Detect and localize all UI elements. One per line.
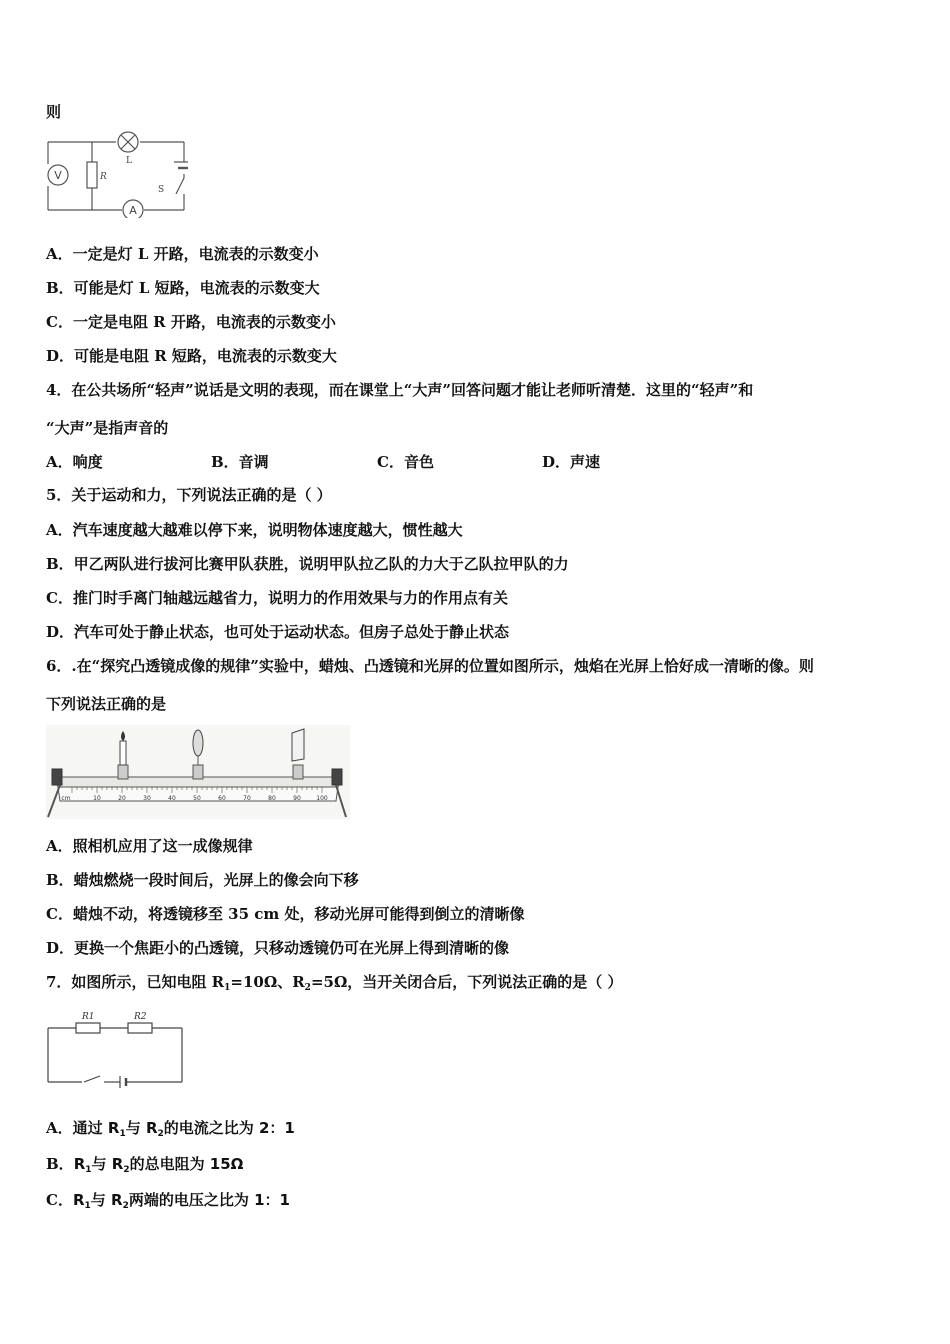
q6-option-a: A．照相机应用了这一成像规律 (46, 837, 253, 855)
q4-option-c: C．音色 (377, 453, 434, 471)
q7-stem-part-a: 7．如图所示，已知电阻 R (46, 973, 225, 991)
q3-option-c: C．一定是电阻 R 开路，电流表的示数变小 (46, 313, 336, 331)
ruler-tick-label: cm (61, 795, 71, 802)
q4-option-d: D．声速 (542, 453, 601, 471)
ruler-tick-label: 60 (218, 795, 226, 802)
q7-c-prefix: C． (46, 1191, 73, 1209)
q7-b-sub1: 1 (85, 1165, 92, 1175)
q7-stem-sub2: 2 (304, 983, 311, 993)
q3-circuit-figure (46, 130, 188, 218)
q6-option-b: B．蜡烛燃烧一段时间后，光屏上的像会向下移 (46, 871, 359, 889)
q5-option-a: A．汽车速度越大越难以停下来，说明物体速度越大，惯性越大 (46, 521, 463, 539)
q7-option-b (46, 1154, 243, 1180)
resistor-label: R (100, 172, 107, 182)
q7-c-r2: R (111, 1191, 123, 1209)
q7-a-r2: R (145, 1119, 158, 1137)
q7-stem-sub1: 1 (224, 983, 231, 993)
q7-circuit-svg (46, 1006, 186, 1088)
q7-stem-part-c: =5Ω，当开关闭合后，下列说法正确的是（ ） (310, 973, 623, 991)
ruler-tick-label: 40 (168, 795, 176, 802)
q6-option-c: C．蜡烛不动，将透镜移至 35 cm 处，移动光屏可能得到倒立的清晰像 (46, 905, 525, 923)
q7-c-sub1: 1 (84, 1201, 91, 1211)
q7-c-mid: 与 (90, 1191, 112, 1209)
q7-a-r1: R (107, 1119, 120, 1137)
screen-holder (292, 729, 304, 779)
ruler-tick-label: 30 (143, 795, 151, 802)
q7-b-prefix: B． (46, 1155, 74, 1173)
q7-option-c (46, 1190, 290, 1216)
q3-option-b: B．可能是灯 L 短路，电流表的示数变大 (46, 279, 320, 297)
ruler-tick-label: 80 (268, 795, 276, 802)
resistor-r-symbol (87, 162, 97, 188)
q7-a-rest: 的电流之比为 2：1 (163, 1119, 295, 1137)
q7-a-mid: 与 (125, 1119, 146, 1137)
q5-option-d: D．汽车可处于静止状态，也可处于运动状态。但房子总处于静止状态 (46, 623, 510, 641)
q7-c-sub2: 2 (122, 1201, 129, 1211)
q6-stem-line1: 6．.在“探究凸透镜成像的规律”实验中，蜡烛、凸透镜和光屏的位置如图所示，烛焰在光屏上恰好成一清晰的像。则 (46, 657, 814, 675)
q5-option-c: C．推门时手离门轴越远越省力，说明力的作用效果与力的作用点有关 (46, 589, 508, 607)
q7-b-rest: 的总电阻为 15Ω (129, 1155, 244, 1173)
q7-b-r1: R (73, 1155, 86, 1173)
r2-label: R2 (134, 1012, 147, 1022)
r1-label: R1 (82, 1012, 95, 1022)
q7-b-sub2: 2 (123, 1165, 130, 1175)
voltmeter-label: V (54, 169, 62, 182)
r2-symbol (128, 1023, 152, 1033)
q6-bench-svg (46, 725, 350, 819)
ruler-tick-label: 90 (293, 795, 301, 802)
q7-a-sub2: 2 (157, 1129, 164, 1139)
q3-option-d: D．可能是电阻 R 短路，电流表的示数变大 (46, 347, 337, 365)
q7-b-mid: 与 (91, 1155, 112, 1173)
q4-option-b: B．音调 (211, 453, 269, 471)
q6-option-d: D．更换一个焦距小的凸透镜，只移动透镜仍可在光屏上得到清晰的像 (46, 939, 510, 957)
intro-text: 则 (46, 103, 62, 121)
q4-stem-line2: “大声”是指声音的 (46, 419, 169, 437)
q7-a-prefix: A．通过 (46, 1119, 108, 1137)
q7-stem (46, 972, 623, 998)
q6-optical-bench-figure (46, 725, 350, 819)
q7-stem-part-b: =10Ω、R (230, 973, 305, 991)
q5-option-b: B．甲乙两队进行拔河比赛甲队获胜，说明甲队拉乙队的力大于乙队拉甲队的力 (46, 555, 569, 573)
ruler-tick-label: 70 (243, 795, 251, 802)
q7-c-r1: R (72, 1191, 85, 1209)
q7-a-sub1: 1 (119, 1129, 126, 1139)
q6-stem-line2: 下列说法正确的是 (46, 695, 167, 713)
q7-option-a (46, 1118, 295, 1144)
ruler-tick-label: 20 (118, 795, 126, 802)
q3-option-a: A．一定是灯 L 开路，电流表的示数变小 (46, 245, 319, 263)
q4-option-a: A．响度 (46, 453, 103, 471)
switch-symbol (176, 178, 184, 194)
switch-label: S (158, 185, 165, 195)
ammeter-label: A (129, 204, 137, 217)
lamp-label: L (126, 156, 132, 166)
q7-switch-symbol (84, 1076, 100, 1082)
q5-stem: 5．关于运动和力，下列说法正确的是（ ） (46, 486, 332, 504)
q7-circuit-figure (46, 1006, 186, 1088)
q7-c-rest: 两端的电压之比为 1：1 (128, 1191, 290, 1209)
ruler-tick-label: 50 (193, 795, 201, 802)
ruler-tick-label: 10 (93, 795, 101, 802)
ruler-tick-label: 100 (316, 795, 328, 802)
q7-b-r2: R (111, 1155, 124, 1173)
q4-stem-line1: 4．在公共场所“轻声”说话是文明的表现，而在课堂上“大声”回答问题才能让老师听清楚．这里的“轻声”和 (46, 381, 754, 399)
q3-circuit-svg (46, 130, 188, 218)
r1-symbol (76, 1023, 100, 1033)
